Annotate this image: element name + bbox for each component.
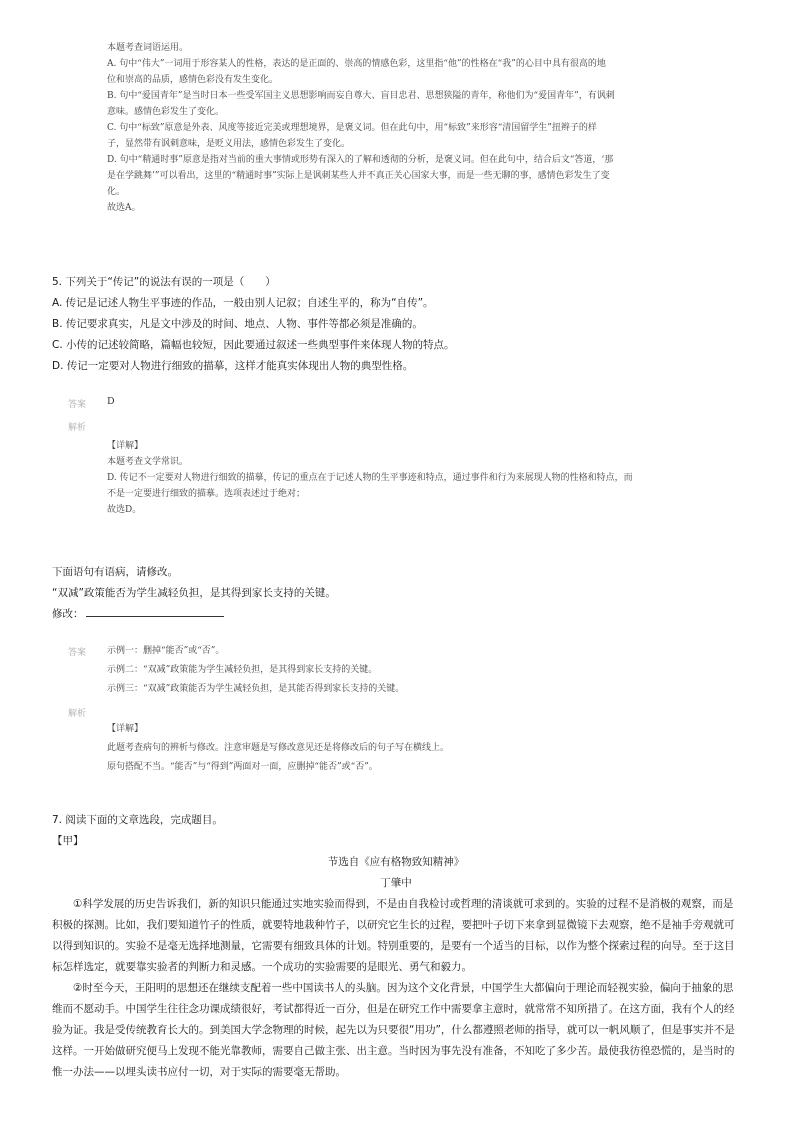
q6-analysis-label: 解析 bbox=[68, 709, 87, 719]
q7-part-label: 【甲】 bbox=[52, 835, 84, 847]
q5-stem: 5. 下列关于“传记”的说法有误的一项是（ ） bbox=[52, 276, 276, 288]
q7-stem: 7. 阅读下面的文章选段，完成题目。 bbox=[52, 814, 223, 826]
q5-block bbox=[52, 272, 752, 377]
q5-option-b[interactable]: B. 传记要求真实，凡是文中涉及的时间、地点、人物、事件等都必须是准确的。 bbox=[52, 318, 423, 330]
q4-line: A. 句中“伟大”一词用于形容某人的性格，表达的是正面的、崇高的情感色彩，这里指“他”的性格在“我”的心目中具有很高的地 bbox=[107, 59, 606, 69]
q6-answers bbox=[107, 642, 727, 699]
q4-line: 意味。感情色彩发生了变化。 bbox=[107, 107, 225, 117]
q4-line: 是在学跳舞’”可以看出，这里的“精通时事”实际上是讽刺某些人并不真正关心国家大事，而是一些无聊的事，感情色彩发生了变 bbox=[107, 171, 610, 181]
detail-line: 故选D。 bbox=[107, 505, 142, 515]
q4-line: C. 句中“标致”原意是外表、风度等接近完美或理想境界，是褒义词。但在此句中，用“标致”来形容“清国留学生”扭辫子的样 bbox=[107, 123, 597, 133]
q6-answer-line: 示例二：“双减”政策能为学生减轻负担，是其得到家长支持的关键。 bbox=[107, 665, 378, 675]
q4-line: 位和崇高的品质，感情色彩没有发生变化。 bbox=[107, 75, 279, 85]
q4-intro: 本题考查词语运用。 bbox=[107, 43, 189, 53]
q4-line: 子，显然带有讽刺意味，是贬义用法，感情色彩发生了变化。 bbox=[107, 139, 351, 149]
q6-answer-blank[interactable] bbox=[86, 604, 224, 617]
article-author: 丁肇中 bbox=[380, 877, 412, 889]
article-paragraph: ①科学发展的历史告诉我们，新的知识只能通过实地实验而得到，不是由自我检讨或哲理的清谈就可求到的。实验的过程不是消极的观察，而是积极的探测。比如，我们要知道竹子的性质，就要特地栽种竹子，以研究它生长的过程，要把叶子切下来拿到显微镜下去观察，绝不是袖手旁观就可以得到知识的。实验不是毫无选择地测量，它需要有细致具体的计划。特别重要的，是要有一个适当的目标，以作为整个探索过程的向导。至于这目标怎样选定，就要靠实验者的判断力和灵感。一个成功的实验需要的是眼光、勇气和毅力。 bbox=[52, 898, 735, 973]
q6-detail bbox=[107, 720, 727, 777]
detail-line: D. 传记不一定要对人物进行细致的描摹，传记的重点在于记述人物的生平事迹和特点，通过事件和行为来展现人物的性格和特点，而 bbox=[107, 473, 633, 483]
q6-answer-line: 示例一：删掉“能否”或“否”。 bbox=[107, 646, 225, 656]
detail-line: 本题考查文学常识。 bbox=[107, 457, 189, 467]
q5-option-c[interactable]: C. 小传的记述较简略，篇幅也较短，因此要通过叙述一些典型事件来体现人物的特点。 bbox=[52, 339, 455, 351]
q4-line: D. 句中“精通时事”原意是指对当前的重大事情或形势有深入的了解和透彻的分析，是褒义词。但在此句中，结合后文“答道，‘那 bbox=[107, 155, 614, 165]
q5-option-d[interactable]: D. 传记一定要对人物进行细致的描摹，这样才能真实体现出人物的典型性格。 bbox=[52, 360, 414, 372]
q4-explanation bbox=[107, 40, 727, 216]
q4-line: 化。 bbox=[107, 187, 126, 197]
q5-answer-value: D bbox=[107, 396, 115, 407]
q4-line: B. 句中“爱国青年”是当时日本一些受军国主义思想影响而妄自尊大、盲目忠君、思想狭隘的青年，称他们为“爱国青年”，有讽刺 bbox=[107, 91, 615, 101]
q5-answer-label: 答案 bbox=[68, 400, 87, 410]
q5-option-a[interactable]: A. 传记是记述人物生平事迹的作品，一般由别人记叙；自述生平的，称为“自传”。 bbox=[52, 297, 434, 309]
q6-instruction: 下面语句有语病，请修改。 bbox=[52, 566, 178, 578]
q7-block bbox=[52, 810, 740, 1083]
q6-block bbox=[52, 562, 752, 625]
article-title: 节选自《应有格物致知精神》 bbox=[327, 856, 465, 868]
q6-sentence: “双减”政策能否为学生减轻负担，是其得到家长支持的关键。 bbox=[52, 587, 336, 599]
detail-line: 原句搭配不当。“能否”与“得到”两面对一面，应删掉“能否”或“否”。 bbox=[107, 762, 378, 772]
q5-detail bbox=[107, 438, 727, 518]
q6-answer-line: 示例三：“双减”政策能否为学生减轻负担，是其能否得到家长支持的关键。 bbox=[107, 684, 405, 694]
article-paragraph: ②时至今天，王阳明的思想还在继续支配着一些中国读书人的头脑。因为这个文化背景，中国学生大都偏向于理论而轻视实验，偏向于抽象的思维而不愿动手。中国学生往往念功课成绩很好，考试都得近一百分，但是在研究工作中需要拿主意时，就常常不知所措了。在这方面，我有个人的经验为证。我是受传统教育长大的。到美国大学念物理的时候，起先以为只要很“用功”，什么都遵照老师的指导，就可以一帆风顺了，但是事实并不是这样。一开始做研究便马上发现不能光靠教师，需要自己做主张、出主意。当时因为事先没有准备，不知吃了多少苦。最使我彷徨恐慌的，是当时的惟一办法——以埋头读书应付一切，对于实际的需要毫无帮助。 bbox=[52, 982, 735, 1078]
q6-fix-label: 修改： bbox=[52, 608, 84, 620]
detail-line: 此题考查病句的辨析与修改。注意审题是写修改意见还是将修改后的句子写在横线上。 bbox=[107, 743, 450, 753]
detail-tag: 【详解】 bbox=[107, 724, 144, 734]
detail-tag: 【详解】 bbox=[107, 441, 144, 451]
q5-analysis-label: 解析 bbox=[68, 423, 87, 433]
q4-conclusion: 故选A。 bbox=[107, 203, 141, 213]
detail-line: 不是一定要进行细致的描摹。选项表述过于绝对； bbox=[107, 489, 306, 499]
q6-answer-label: 答案 bbox=[68, 648, 87, 658]
